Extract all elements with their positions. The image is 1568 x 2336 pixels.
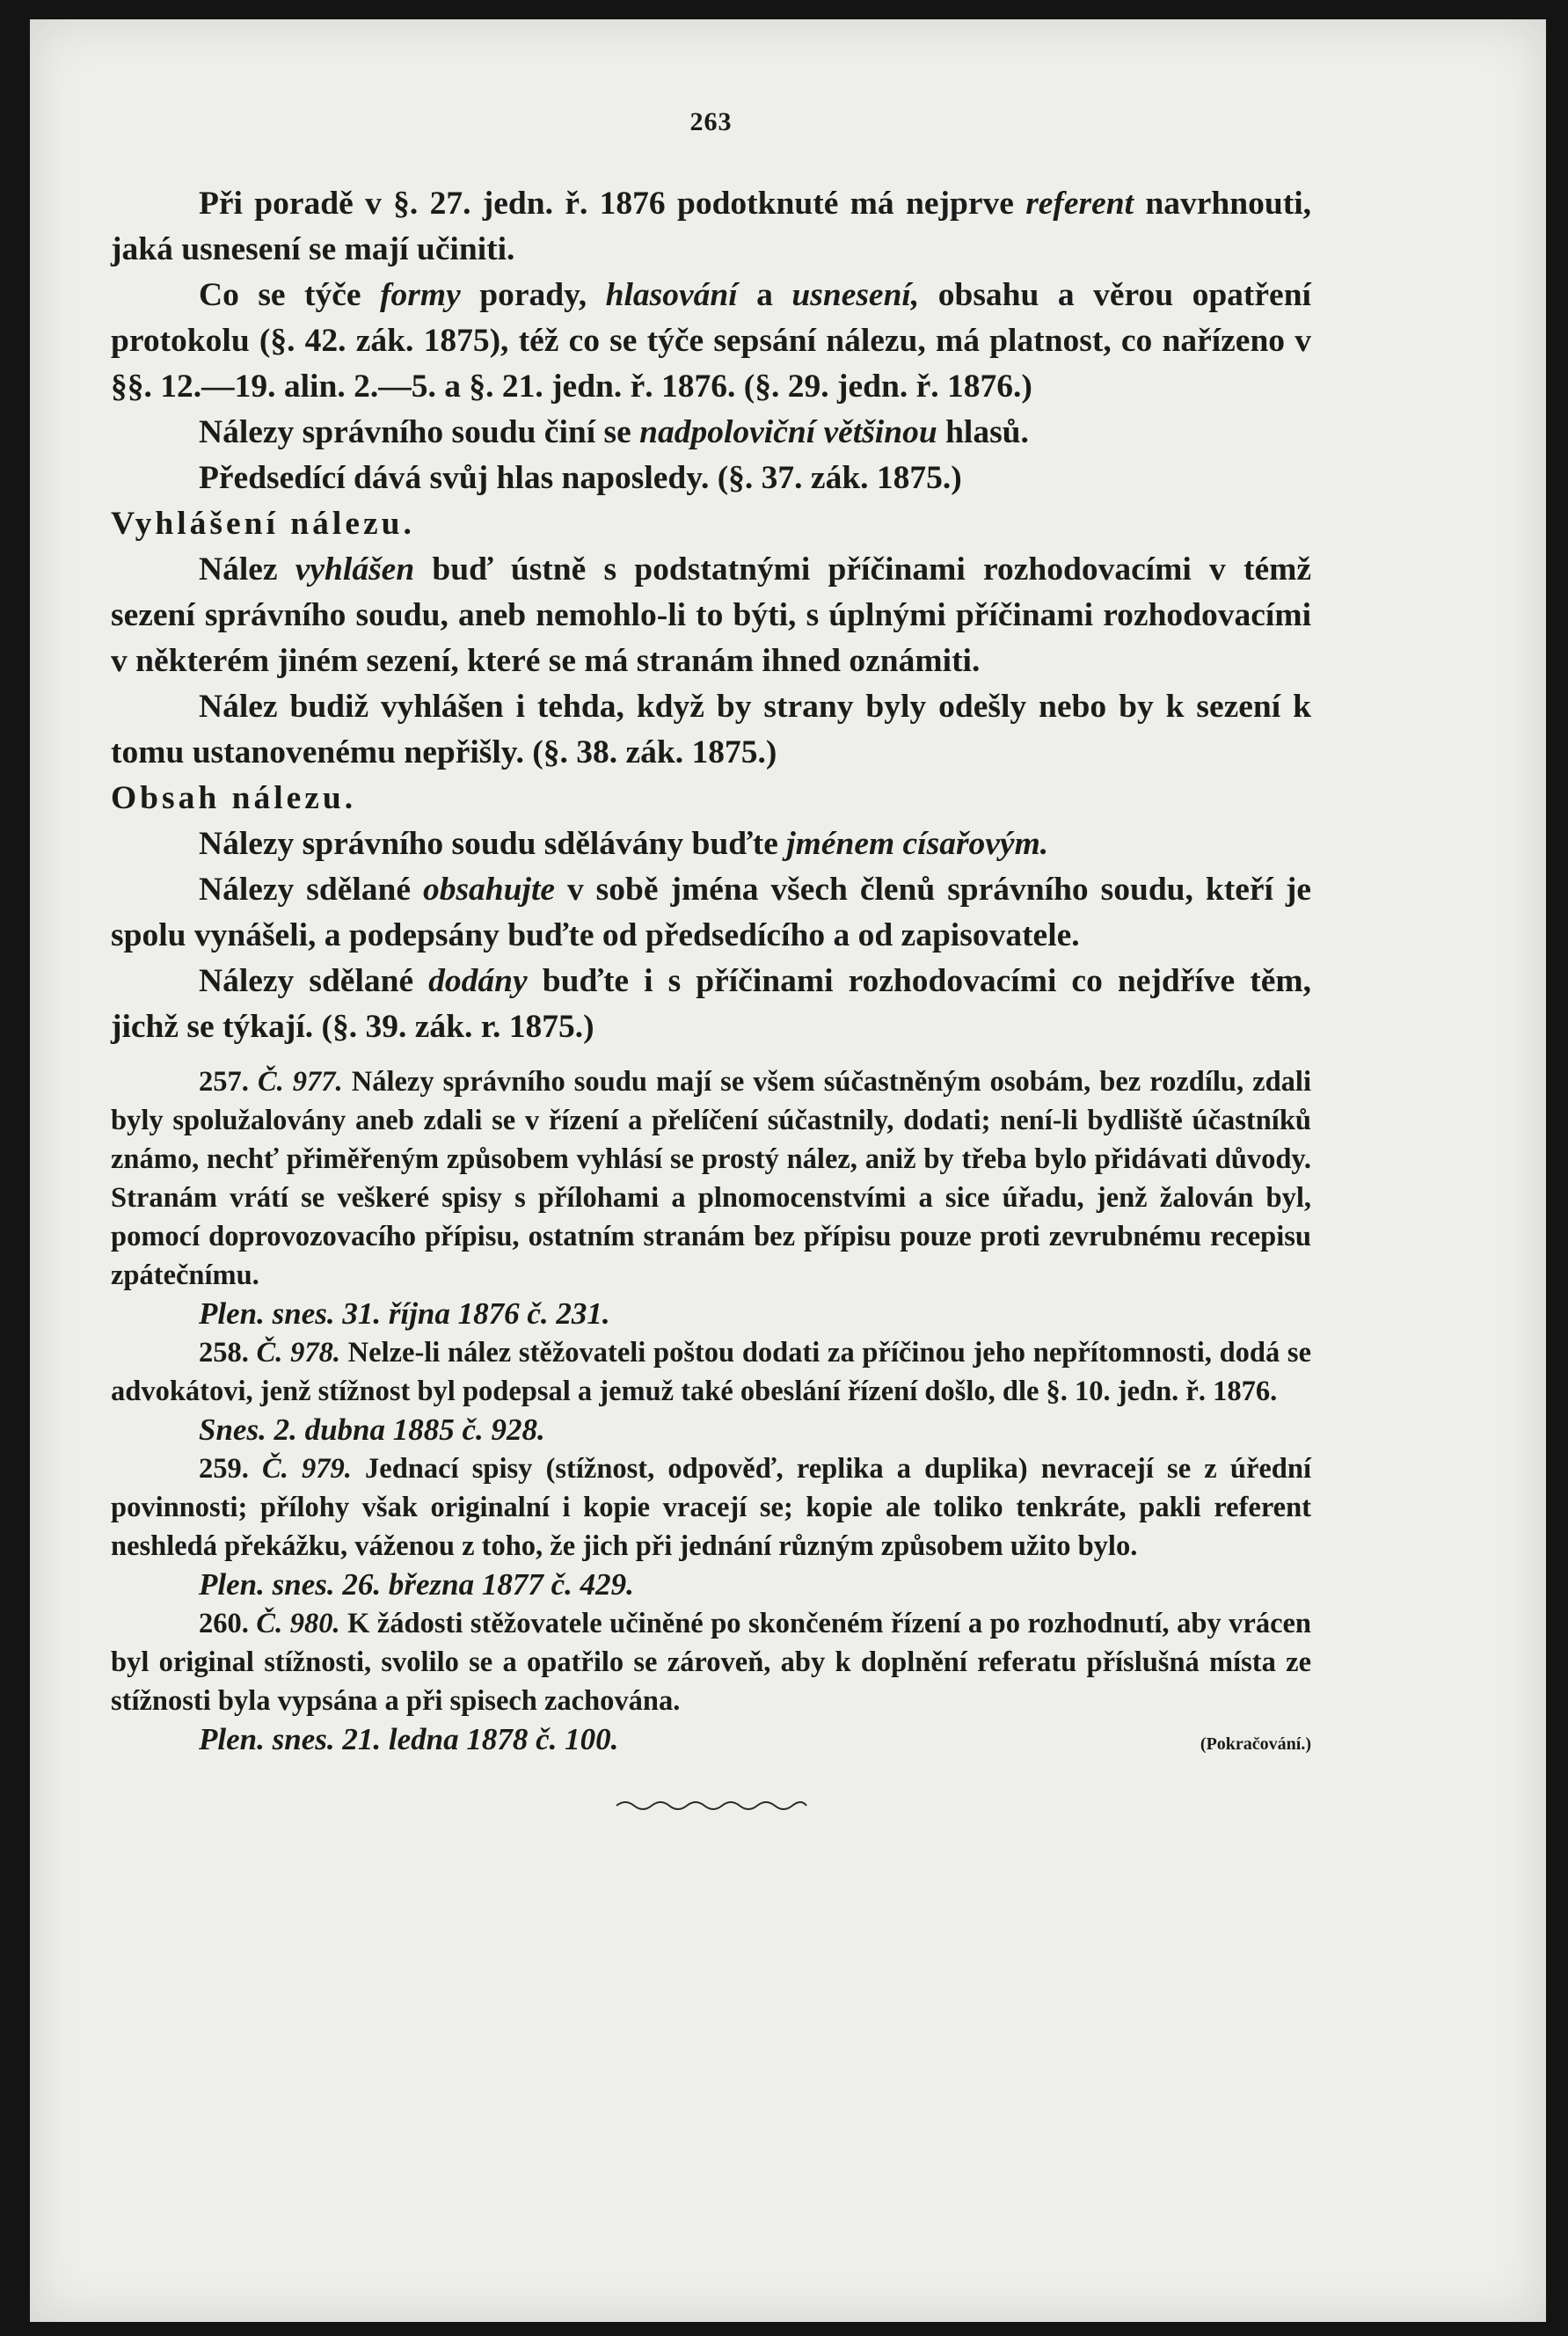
decision-entry: 258. Č. 978. Nelze-li nález stěžovateli poštou dodati za příčinou jeho nepřítomnosti, dodá se advokátovi, jenž stížnost byl podepsal a jemuž také obeslání řízení došlo, dle §. 10. jedn. ř. 1876. [111,1337,1312,1407]
section-heading: Vyhlášení nálezu. [111,506,415,542]
wavy-line-icon [615,1799,808,1813]
page-content [111,107,1311,1817]
paragraph: Nález vyhlášen buď ústně s podstatnými příčinami rozhodovacími v témž sezení správního soudu, aneb nemohlo-li to býti, s úplnými příčinami rozhodovacími v některém jiném sezení, které se má stranám ihned oznámiti. [111,551,1311,679]
paragraph: Nálezy správního soudu sdělávány buďte jménem císařovým. [199,826,1049,862]
paragraph: Předsedící dává svůj hlas naposledy. (§. 37. zák. 1875.) [199,460,962,496]
page-number: 263 [689,107,733,136]
paragraph: Při poradě v §. 27. jedn. ř. 1876 podotknuté má nejprve referent navrhnouti, jaká usnesení se mají učiniti. [111,186,1311,267]
section-heading: Obsah nálezu. [111,780,357,816]
decision-citation: Snes. 2. dubna 1885 č. 928. [199,1413,545,1447]
last-citation-row [111,1720,1311,1763]
page-sheet [30,19,1546,2322]
section-deliberation [111,181,1311,1050]
decision-citation: Plen. snes. 26. března 1877 č. 429. [199,1567,634,1602]
paragraph: Nálezy sdělané dodány buďte i s příčinami rozhodovacími co nejdříve těm, jichž se týkají. (§. 39. zák. r. 1875.) [111,963,1311,1045]
continuation-note: (Pokračování.) [1200,1734,1311,1754]
decision-citation: Plen. snes. 31. října 1876 č. 231. [199,1296,610,1331]
decision-entry: 259. Č. 979. Jednací spisy (stížnost, odpověď, replika a duplika) nevracejí se z úřední povinnosti; přílohy však originalní i kopie vracejí se; kopie ale toliko tenkráte, pakli referent neshledá překážku, váženou z toho, že jich při jednání různým způsobem užito bylo. [111,1453,1311,1562]
paragraph: Co se týče formy porady, hlasování a usnesení, obsahu a věrou opatření protokolu (§. 42. zák. 1875), též co se týče sepsání nálezu, má platnost, co nařízeno v §§. 12.—19. alin. 2.—5. a §. 21. jedn. ř. 1876. (§. 29. jedn. ř. 1876.) [111,277,1311,405]
paragraph: Nálezy správního soudu činí se nadpoloviční většinou hlasů. [199,414,1029,450]
ornament-divider-icon [111,1799,1311,1817]
decision-entry: 260. Č. 980. K žádosti stěžovatele učiněné po skončeném řízení a po rozhodnutí, aby vrácen byl original stížnosti, svolilo se a opatřilo se zároveň, aby k doplnění referatu příslušná místa ze stížnosti byla vypsána a při spisech zachována. [111,1608,1311,1717]
decisions-list [111,1062,1311,1763]
paragraph: Nálezy sdělané obsahujte v sobě jména všech členů správního soudu, kteří je spolu vynášeli, a podepsány buďte od předsedícího a od zapisovatele. [111,872,1311,953]
decision-citation: Plen. snes. 21. ledna 1878 č. 100. [199,1722,619,1756]
decision-entry: 257. Č. 977. Nálezy správního soudu mají se všem súčastněným osobám, bez rozdílu, zdali byly spolužalovány aneb zdali se v řízení a přelíčení súčastnily, dodati; není-li bydliště účastníků známo, nechť přiměřeným způsobem vyhlásí se prostý nález, aniž by třeba bylo přidávati důvody. Stranám vrátí se veškeré spisy s přílohami a plnomocenstvími a sice úřadu, jenž žalován byl, pomocí doprovozovacího přípisu, ostatním stranám bez přípisu pouze proti zevrubnému recepisu zpátečnímu. [111,1066,1311,1291]
paragraph: Nález budiž vyhlášen i tehda, když by strany byly odešly nebo by k sezení k tomu ustanovenému nepřišly. (§. 38. zák. 1875.) [111,689,1311,770]
